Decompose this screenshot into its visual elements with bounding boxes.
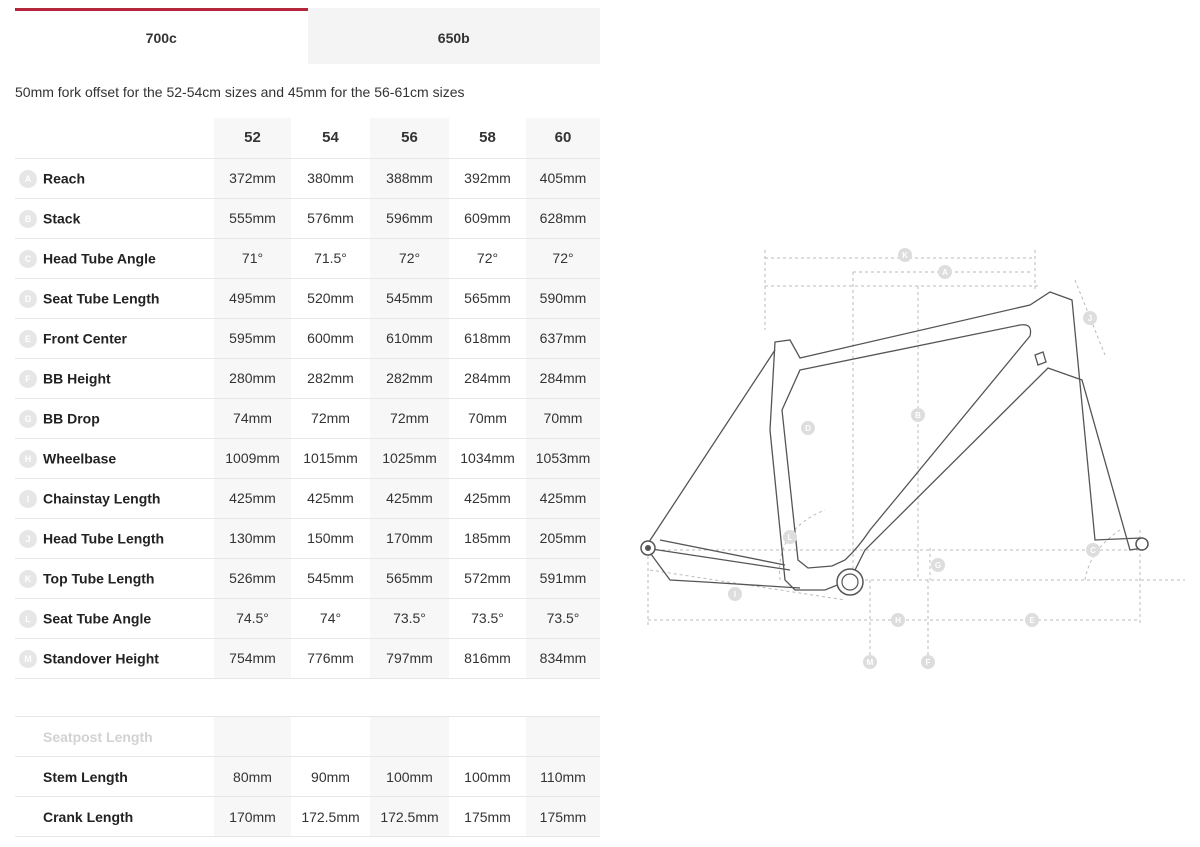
measurement-badge: I — [19, 490, 37, 508]
geometry-row — [15, 318, 600, 358]
measurement-value: 834mm — [526, 638, 600, 678]
measurement-value: 170mm — [370, 518, 449, 558]
measurement-value: 72mm — [291, 398, 370, 438]
measurement-badge: A — [19, 170, 37, 188]
component-value — [449, 717, 526, 757]
size-header: 56 — [370, 118, 449, 158]
geometry-row — [15, 198, 600, 238]
measurement-value: 71° — [214, 238, 291, 278]
measurement-value: 609mm — [449, 198, 526, 238]
measurement-value: 72° — [370, 238, 449, 278]
marker-m — [863, 655, 877, 669]
geometry-row — [15, 638, 600, 678]
marker-b — [911, 408, 925, 422]
measurement-value: 284mm — [449, 358, 526, 398]
dimension-lines — [648, 250, 1185, 660]
row-label — [15, 398, 214, 438]
svg-text:E: E — [1029, 616, 1035, 625]
svg-text:D: D — [805, 424, 811, 433]
measurement-value: 565mm — [449, 278, 526, 318]
component-label: Seatpost Length — [15, 717, 214, 757]
measurement-badge: E — [19, 330, 37, 348]
measurement-label: Seat Tube Length — [43, 290, 160, 307]
measurement-label: BB Drop — [43, 410, 100, 427]
component-value: 175mm — [449, 797, 526, 837]
frame-geometry-diagram — [620, 230, 1200, 680]
measurement-value: 205mm — [526, 518, 600, 558]
marker-j — [1083, 311, 1097, 325]
row-label — [15, 638, 214, 678]
measurement-value: 591mm — [526, 558, 600, 598]
measurement-value: 596mm — [370, 198, 449, 238]
component-value: 170mm — [214, 797, 291, 837]
measurement-value: 280mm — [214, 358, 291, 398]
svg-text:A: A — [942, 268, 948, 277]
measurement-value: 545mm — [370, 278, 449, 318]
measurement-value: 520mm — [291, 278, 370, 318]
svg-text:J: J — [1087, 314, 1093, 323]
component-value: 100mm — [449, 757, 526, 797]
size-tabs — [15, 8, 600, 64]
geometry-row — [15, 398, 600, 438]
svg-text:L: L — [787, 533, 793, 542]
measurement-label: Head Tube Angle — [43, 250, 156, 267]
measurement-badge: D — [19, 290, 37, 308]
measurement-label: Wheelbase — [43, 450, 117, 467]
measurement-badge: J — [19, 530, 37, 548]
measurement-value: 555mm — [214, 198, 291, 238]
tab-650b[interactable]: 650b — [308, 8, 601, 64]
wheel-axles — [641, 538, 1148, 595]
component-value — [526, 717, 600, 757]
marker-e — [1025, 613, 1039, 627]
row-label — [15, 318, 214, 358]
marker-c — [1086, 543, 1100, 557]
component-value — [370, 717, 449, 757]
marker-i — [728, 587, 742, 601]
fork-offset-note: 50mm fork offset for the 52-54cm sizes and 45mm for the 56-61cm sizes — [15, 84, 465, 100]
tab-700c[interactable]: 700c — [15, 8, 308, 64]
measurement-value: 130mm — [214, 518, 291, 558]
geometry-row — [15, 358, 600, 398]
component-value: 172.5mm — [370, 797, 449, 837]
marker-d — [801, 421, 815, 435]
marker-l — [783, 530, 797, 544]
measurement-value: 637mm — [526, 318, 600, 358]
svg-text:H: H — [895, 616, 901, 625]
svg-text:B: B — [915, 411, 921, 420]
component-value: 90mm — [291, 757, 370, 797]
measurement-value: 392mm — [449, 158, 526, 198]
measurement-value: 71.5° — [291, 238, 370, 278]
measurement-value: 73.5° — [370, 598, 449, 638]
measurement-value: 425mm — [291, 478, 370, 518]
measurement-value: 185mm — [449, 518, 526, 558]
measurement-value: 776mm — [291, 638, 370, 678]
geometry-row — [15, 518, 600, 558]
measurement-value: 495mm — [214, 278, 291, 318]
marker-h — [891, 613, 905, 627]
measurement-value: 1009mm — [214, 438, 291, 478]
row-label — [15, 478, 214, 518]
measurement-value: 1034mm — [449, 438, 526, 478]
geometry-row — [15, 558, 600, 598]
component-value: 100mm — [370, 757, 449, 797]
measurement-value: 600mm — [291, 318, 370, 358]
measurement-badge: B — [19, 210, 37, 228]
measurement-value: 595mm — [214, 318, 291, 358]
measurement-badge: L — [19, 610, 37, 628]
size-header: 54 — [291, 118, 370, 158]
component-label: Crank Length — [15, 797, 214, 837]
measurement-value: 150mm — [291, 518, 370, 558]
size-header: 58 — [449, 118, 526, 158]
row-label — [15, 518, 214, 558]
geometry-row — [15, 238, 600, 278]
component-row — [15, 797, 600, 837]
svg-text:G: G — [934, 561, 942, 570]
measurement-badge: M — [19, 650, 37, 668]
measurement-value: 797mm — [370, 638, 449, 678]
measurement-value: 590mm — [526, 278, 600, 318]
measurement-value: 284mm — [526, 358, 600, 398]
marker-g — [931, 558, 945, 572]
geometry-row — [15, 438, 600, 478]
marker-a — [938, 265, 952, 279]
row-label — [15, 158, 214, 198]
row-label — [15, 558, 214, 598]
dimension-markers — [728, 248, 1100, 669]
measurement-value: 610mm — [370, 318, 449, 358]
component-value — [214, 717, 291, 757]
measurement-value: 572mm — [449, 558, 526, 598]
components-table — [15, 716, 600, 837]
measurement-value: 576mm — [291, 198, 370, 238]
front-axle-icon — [1136, 538, 1148, 550]
size-header-row — [15, 118, 600, 158]
svg-text:M: M — [866, 658, 874, 667]
row-label — [15, 238, 214, 278]
measurement-value: 1025mm — [370, 438, 449, 478]
measurement-value: 70mm — [526, 398, 600, 438]
measurement-value: 72° — [526, 238, 600, 278]
component-value: 110mm — [526, 757, 600, 797]
geometry-table — [15, 118, 600, 679]
svg-text:K: K — [902, 251, 908, 260]
bottom-bracket-icon — [837, 569, 863, 595]
component-row — [15, 757, 600, 797]
measurement-label: Standover Height — [43, 650, 159, 667]
component-value: 175mm — [526, 797, 600, 837]
measurement-label: Top Tube Length — [43, 570, 155, 587]
geometry-row — [15, 598, 600, 638]
measurement-value: 754mm — [214, 638, 291, 678]
measurement-value: 388mm — [370, 158, 449, 198]
measurement-value: 1053mm — [526, 438, 600, 478]
component-value — [291, 717, 370, 757]
measurement-label: Front Center — [43, 330, 127, 347]
component-label: Stem Length — [15, 757, 214, 797]
measurement-value: 74.5° — [214, 598, 291, 638]
marker-f — [921, 655, 935, 669]
measurement-value: 73.5° — [449, 598, 526, 638]
component-row — [15, 717, 600, 757]
measurement-value: 425mm — [449, 478, 526, 518]
measurement-badge: H — [19, 450, 37, 468]
measurement-value: 282mm — [291, 358, 370, 398]
measurement-value: 425mm — [526, 478, 600, 518]
measurement-value: 816mm — [449, 638, 526, 678]
header-spacer — [15, 118, 214, 158]
measurement-value: 565mm — [370, 558, 449, 598]
measurement-value: 70mm — [449, 398, 526, 438]
measurement-label: BB Height — [43, 370, 111, 387]
measurement-value: 72° — [449, 238, 526, 278]
measurement-value: 372mm — [214, 158, 291, 198]
row-label — [15, 598, 214, 638]
marker-k — [898, 248, 912, 262]
measurement-badge: F — [19, 370, 37, 388]
rear-axle-center-icon — [645, 545, 651, 551]
row-label — [15, 198, 214, 238]
geometry-row — [15, 158, 600, 198]
row-label — [15, 438, 214, 478]
component-value: 172.5mm — [291, 797, 370, 837]
measurement-value: 282mm — [370, 358, 449, 398]
measurement-value: 628mm — [526, 198, 600, 238]
row-label — [15, 278, 214, 318]
measurement-value: 1015mm — [291, 438, 370, 478]
geometry-row — [15, 478, 600, 518]
frame-outline — [645, 292, 1142, 590]
measurement-value: 73.5° — [526, 598, 600, 638]
measurement-label: Chainstay Length — [43, 490, 161, 507]
svg-text:F: F — [925, 658, 931, 667]
measurement-value: 74° — [291, 598, 370, 638]
measurement-value: 72mm — [370, 398, 449, 438]
size-header: 52 — [214, 118, 291, 158]
measurement-badge: G — [19, 410, 37, 428]
measurement-value: 425mm — [214, 478, 291, 518]
measurement-label: Reach — [43, 170, 86, 187]
size-header: 60 — [526, 118, 600, 158]
measurement-badge: K — [19, 570, 37, 588]
svg-text:C: C — [1090, 546, 1096, 555]
row-label — [15, 358, 214, 398]
measurement-value: 74mm — [214, 398, 291, 438]
measurement-value: 618mm — [449, 318, 526, 358]
measurement-value: 526mm — [214, 558, 291, 598]
measurement-value: 545mm — [291, 558, 370, 598]
geometry-row — [15, 278, 600, 318]
measurement-badge: C — [19, 250, 37, 268]
measurement-value: 405mm — [526, 158, 600, 198]
measurement-label: Seat Tube Angle — [43, 610, 152, 627]
measurement-value: 380mm — [291, 158, 370, 198]
measurement-label: Head Tube Length — [43, 530, 165, 547]
measurement-value: 425mm — [370, 478, 449, 518]
measurement-label: Stack — [43, 210, 81, 227]
svg-text:I: I — [733, 590, 737, 599]
component-value: 80mm — [214, 757, 291, 797]
